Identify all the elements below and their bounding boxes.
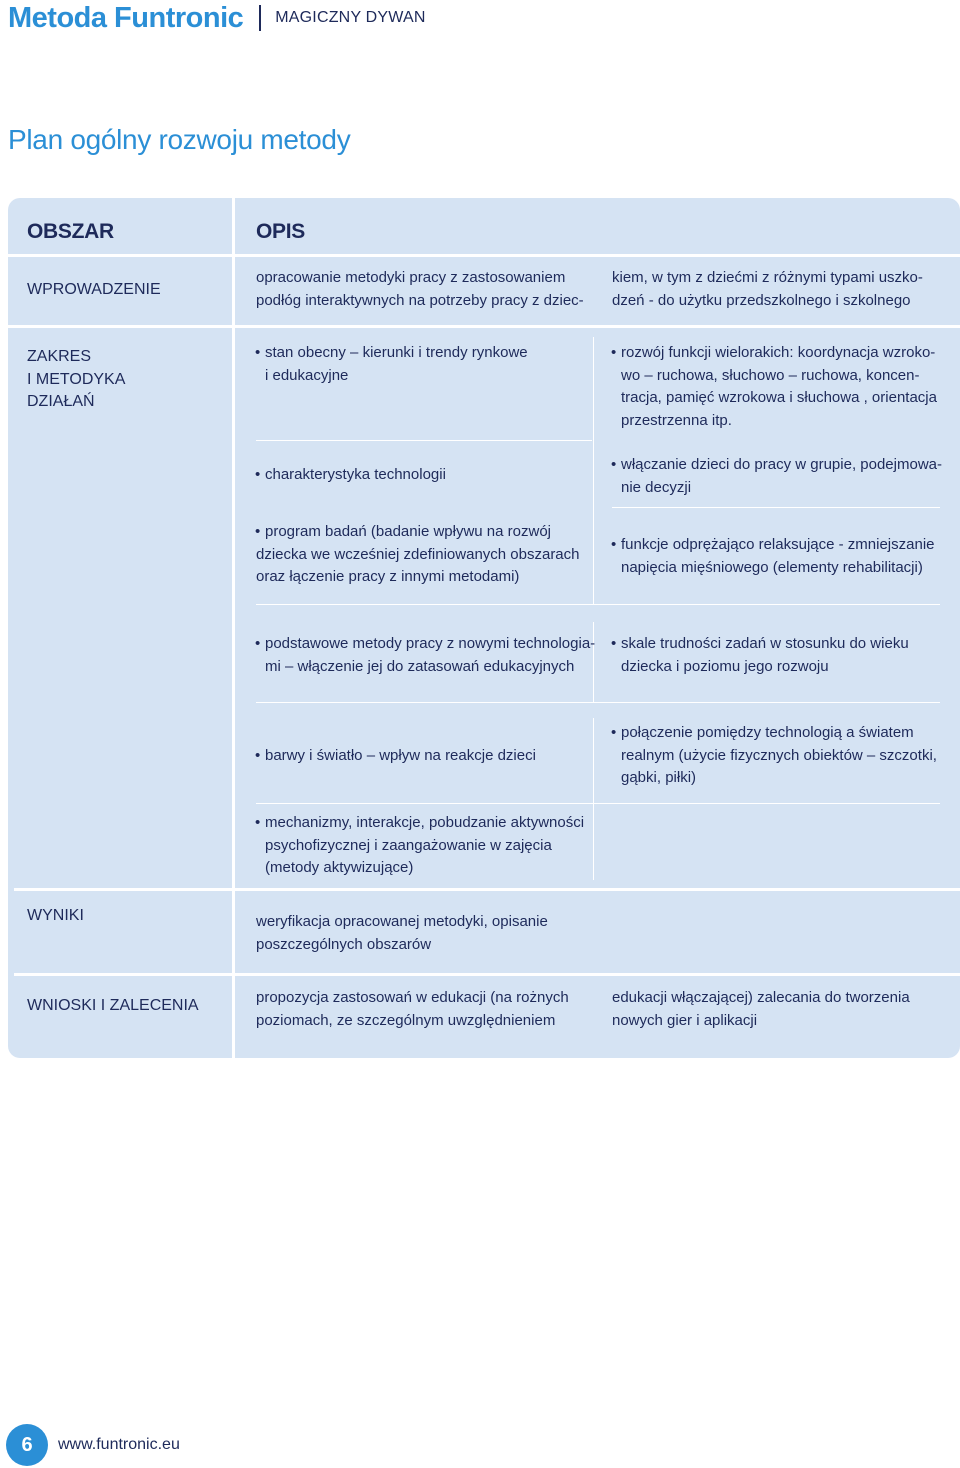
scope-bullet-left: • stan obecny – kierunki i trendy rynkowe i edukacyjne [255, 344, 528, 384]
header-separator [259, 5, 261, 31]
page-title: Plan ogólny rozwoju metody [8, 124, 351, 155]
inner-divider [593, 337, 594, 604]
scope-bullet-left: • mechanizmy, interakcje, pobudzanie aktywności psychofizycznej i zaangażowanie w zajęcia (metody aktywizujące) [255, 814, 585, 876]
column-header-area: OBSZAR [27, 220, 114, 243]
inner-divider [256, 604, 940, 605]
area-label-conclusions: WNIOSKI I ZALECENIA [27, 997, 199, 1014]
introduction-text-right: kiem, w tym z dziećmi z różnymi typami uszko- dzeń - do użytku przedszkolnego i szkolnego [612, 269, 923, 309]
scope-bullet-left: • charakterystyka technologii [255, 466, 446, 483]
inner-divider [256, 440, 592, 441]
inner-divider [256, 803, 940, 804]
area-label-introduction: WPROWADZENIE [27, 281, 161, 298]
scope-bullet-left: • podstawowe metody pracy z nowymi technologia- mi – włączenie jej do zatasowań edukacyjnych [255, 635, 596, 675]
row-divider [14, 888, 960, 891]
scope-bullet-right: • skale trudności zadań w stosunku do wieku dziecka i poziomu jego rozwoju [611, 635, 909, 675]
results-text: weryfikacja opracowanej metodyki, opisanie poszczególnych obszarów [256, 913, 548, 953]
column-header-description: OPIS [256, 220, 305, 243]
conclusions-text-left: propozycja zastosowań w edukacji (na rożnych poziomach, ze szczególnym uwzględnieniem [256, 989, 569, 1029]
page-number: 6 [6, 1424, 48, 1466]
row-divider [8, 325, 960, 328]
header-subtitle: MAGICZNY DYWAN [275, 9, 426, 26]
row-divider [14, 973, 960, 976]
row-divider [8, 254, 960, 257]
scope-bullet-left: • barwy i światło – wpływ na reakcje dzieci [255, 747, 536, 764]
inner-divider [593, 718, 594, 880]
introduction-text-left: opracowanie metodyki pracy z zastosowaniem podłóg interaktywnych na potrzeby pracy z dziec- [256, 269, 584, 309]
scope-bullet-right: • włączanie dzieci do pracy w grupie, podejmowa- nie decyzji [611, 456, 942, 496]
conclusions-text-right: edukacji włączającej) zalecania do tworzenia nowych gier i aplikacji [612, 989, 910, 1029]
scope-bullet-right: • połączenie pomiędzy technologią a światem realnym (użycie fizycznych obiektów – szczotki, gąbki, piłki) [611, 724, 937, 786]
area-label-scope: ZAKRES I METODYKA DZIAŁAŃ [27, 348, 126, 410]
inner-divider [612, 507, 940, 508]
header [8, 0, 426, 36]
brand-title: Metoda Funtronic [8, 1, 244, 34]
scope-bullet-right: • funkcje odprężająco relaksujące - zmniejszanie napięcia mięśniowego (elementy rehabilitacji) [611, 536, 935, 576]
scope-bullet-right: • rozwój funkcji wielorakich: koordynacja wzroko- wo – ruchowa, słuchowo – ruchowa, koncen- tracja, pamięć wzrokowa i słuchowa , orientacja przestrzenna itp. [611, 344, 937, 429]
inner-divider [256, 702, 940, 703]
footer-url[interactable]: www.funtronic.eu [58, 1436, 180, 1453]
scope-bullet-left: • program badań (badanie wpływu na rozwój dziecka we wcześniej zdefiniowanych obszarach oraz łączenie pracy z innymi metodami) [255, 523, 580, 585]
area-label-results: WYNIKI [27, 907, 84, 924]
